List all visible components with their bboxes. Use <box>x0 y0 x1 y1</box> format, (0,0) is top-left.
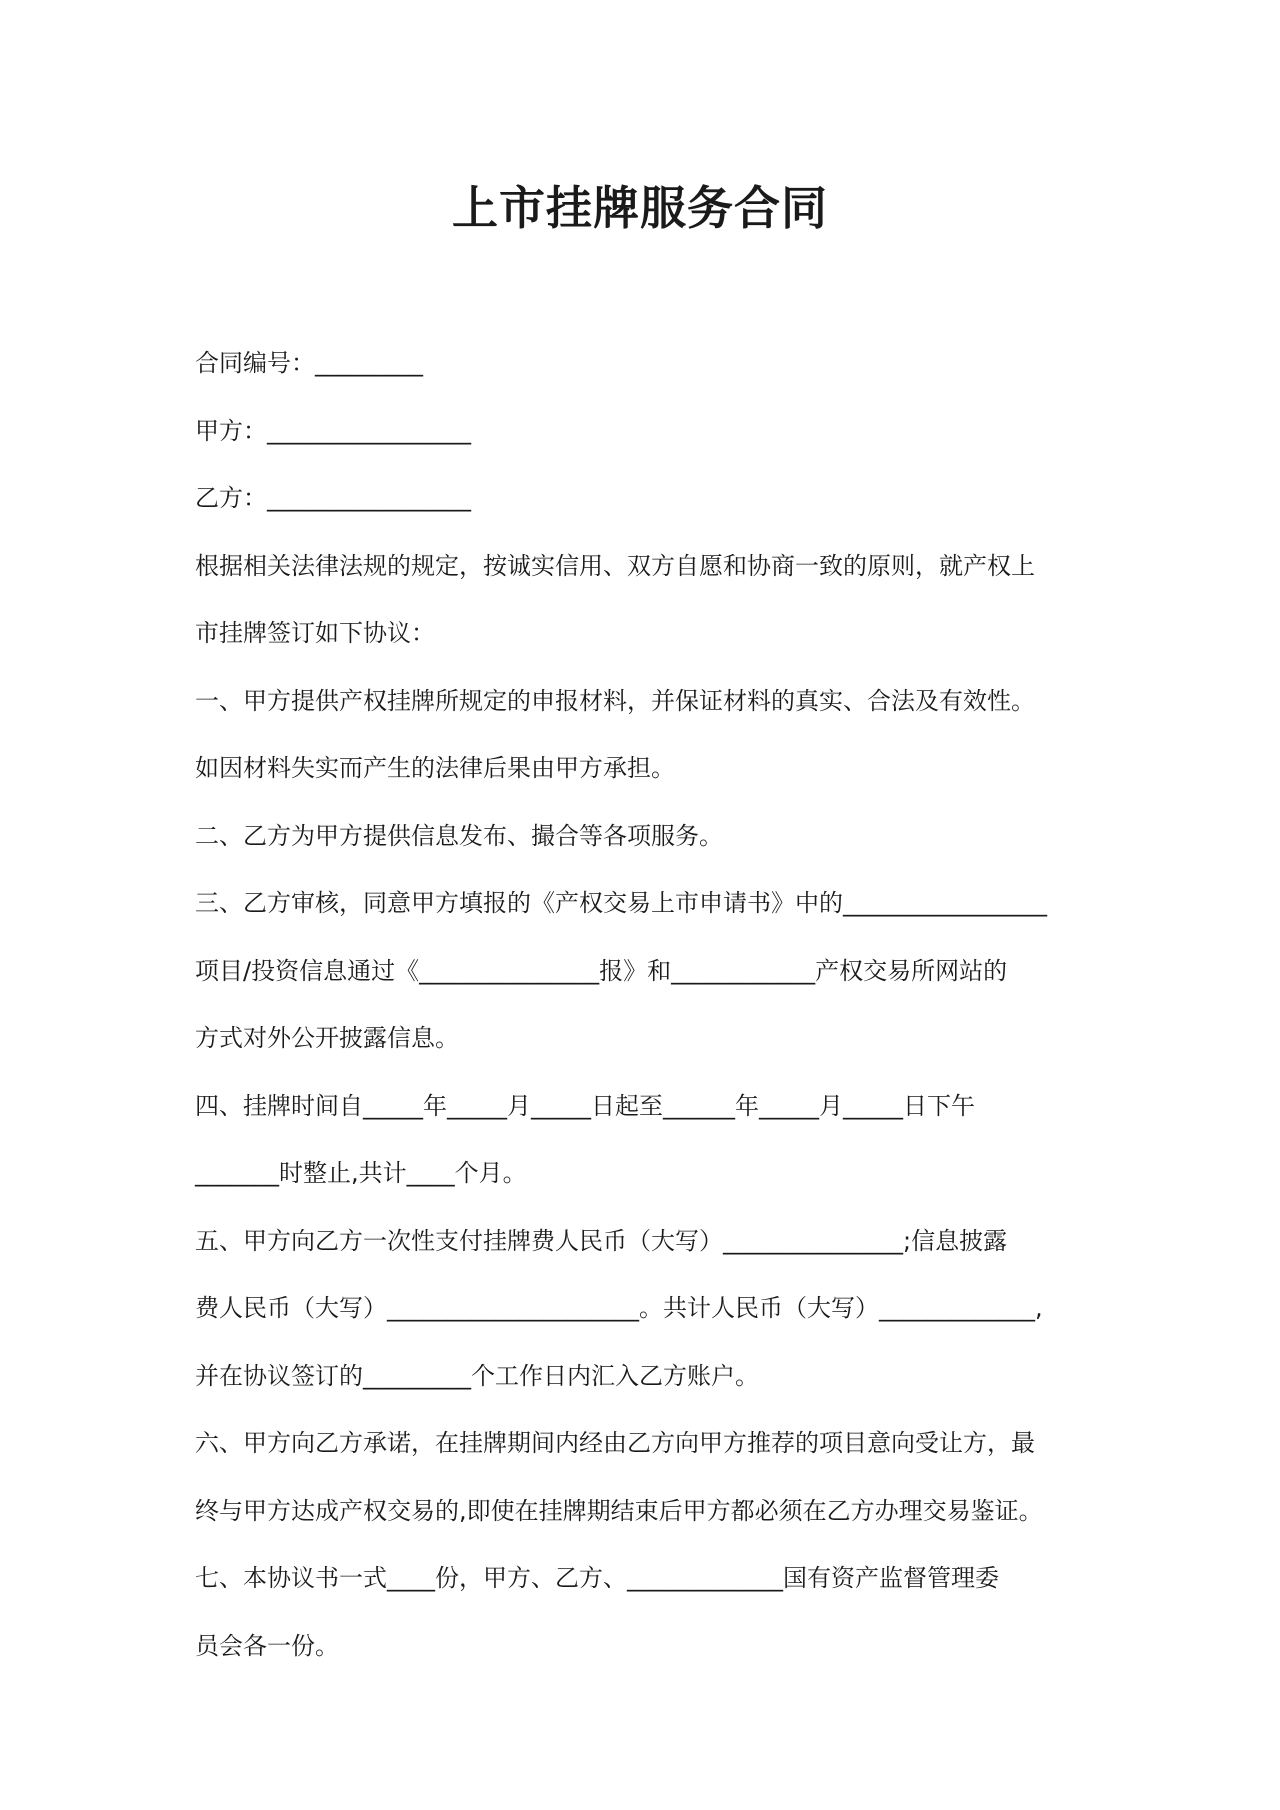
clause-6-line-1: 六、甲方向乙方承诺，在挂牌期间内经由乙方向甲方推荐的项目意向受让方，最 <box>195 1429 1035 1457</box>
clause-3-line-3: 方式对外公开披露信息。 <box>195 1024 459 1052</box>
clause-5-line-1: 五、甲方向乙方一次性支付挂牌费人民币（大写）_______________;信息披露 <box>195 1226 1008 1255</box>
clause-1-line-2: 如因材料失实而产生的法律后果由甲方承担。 <box>195 754 675 782</box>
clause-3-line-2: 项目/投资信息通过《_______________报》和____________产权交易所网站的 <box>195 956 1008 985</box>
clause-5-line-3: 并在协议签订的_________个工作日内汇入乙方账户。 <box>195 1361 759 1390</box>
party-a-line: 甲方：_________________ <box>195 416 471 445</box>
clause-4-line-2: _______时整止,共计____个月。 <box>195 1159 527 1187</box>
clause-3-line-1: 三、乙方审核，同意甲方填报的《产权交易上市申请书》中的_________________ <box>195 889 1047 917</box>
clause-7-line-1: 七、本协议书一式____份，甲方、乙方、_____________国有资产监督管理委 <box>195 1564 999 1592</box>
preamble-line-2: 市挂牌签订如下协议： <box>195 619 435 647</box>
clause-6-line-2: 终与甲方达成产权交易的,即使在挂牌期结束后甲方都必须在乙方办理交易鉴证。 <box>195 1496 1043 1525</box>
clause-1-line-1: 一、甲方提供产权挂牌所规定的申报材料，并保证材料的真实、合法及有效性。 <box>195 686 1035 715</box>
document-body <box>195 330 1095 1680</box>
clause-2-line-1: 二、乙方为甲方提供信息发布、撮合等各项服务。 <box>195 821 723 850</box>
contract-number-line: 合同编号：_________ <box>195 349 423 377</box>
preamble-line-1: 根据相关法律法规的规定，按诚实信用、双方自愿和协商一致的原则，就产权上 <box>195 551 1035 580</box>
clause-5-line-2: 费人民币（大写）_____________________。共计人民币（大写）_____________, <box>195 1294 1043 1322</box>
party-b-line: 乙方：_________________ <box>195 484 471 512</box>
document-title: 上市挂牌服务合同 <box>452 181 828 235</box>
clause-7-line-2: 员会各一份。 <box>195 1631 339 1660</box>
clause-4-line-1: 四、挂牌时间自_____年_____月_____日起至______年_____月_____日下午 <box>195 1091 975 1120</box>
